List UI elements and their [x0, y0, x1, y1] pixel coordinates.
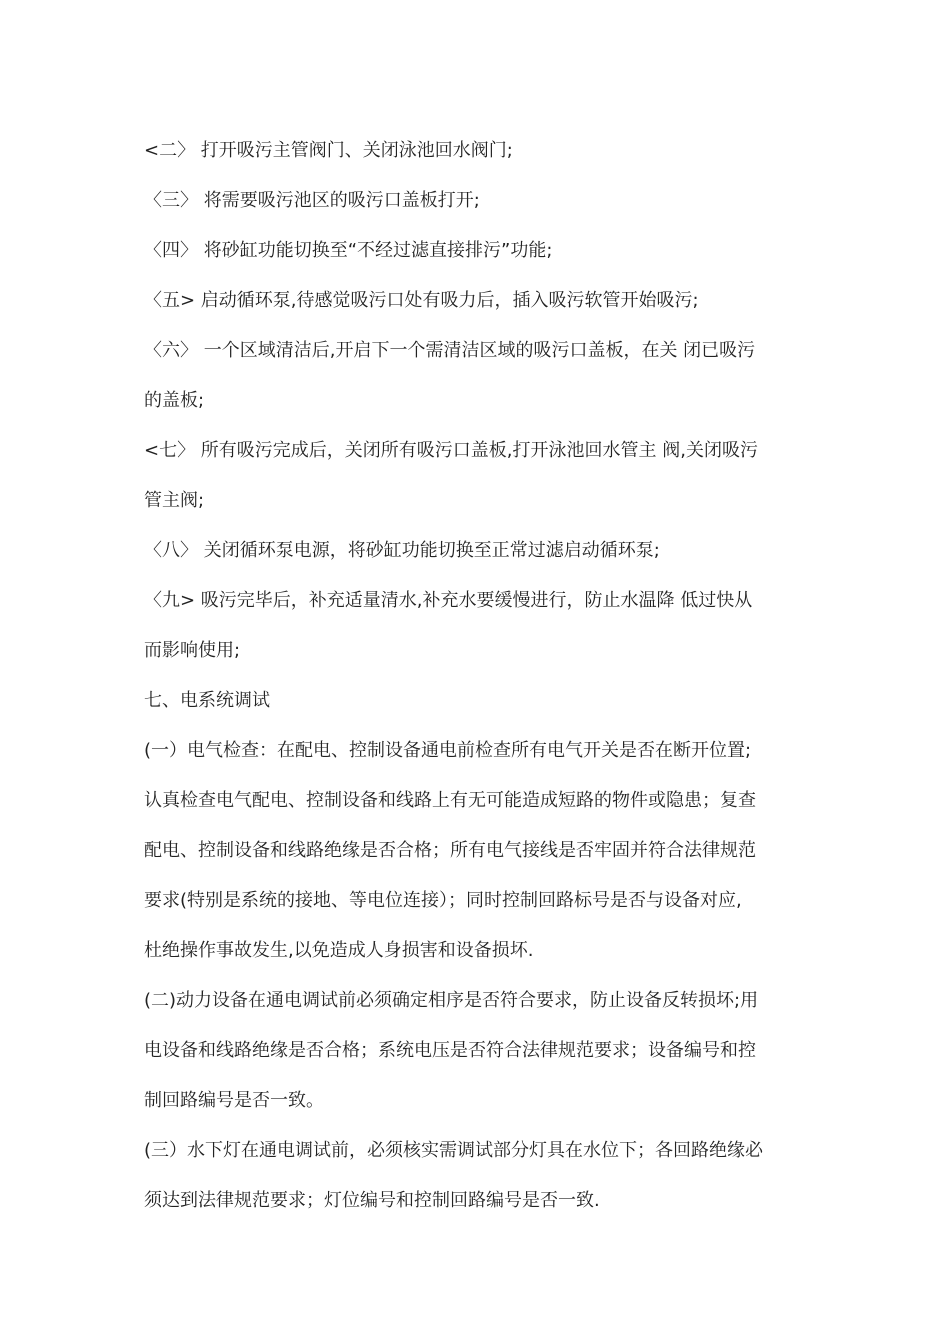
document-body: [144, 126, 824, 1226]
section-heading: 七、电系统调试: [144, 690, 270, 711]
step-7-line: <七〉 所有吸污完成后，关闭所有吸污口盖板,打开泳池回水管主 阀,关闭吸污: [144, 440, 758, 461]
step-9-line-continued: 而影响使用;: [144, 640, 241, 661]
step-5-line: 〈五> 启动循环泵,待感觉吸污口处有吸力后，插入吸污软管开始吸污;: [144, 290, 699, 311]
step-7-line-continued: 管主阀;: [144, 490, 205, 511]
item-2-line-2: 电设备和线路绝缘是否合格；系统电压是否符合法律规范要求；设备编号和控: [144, 1040, 756, 1061]
step-3-line: 〈三〉 将需要吸污池区的吸污口盖板打开;: [144, 190, 480, 211]
item-3-line: (三）水下灯在通电调试前，必须核实需调试部分灯具在水位下；各回路绝缘必: [144, 1140, 764, 1161]
step-6-line-continued: 的盖板;: [144, 390, 205, 411]
item-2-line-3: 制回路编号是否一致。: [144, 1090, 324, 1111]
step-4-line: 〈四〉 将砂缸功能切换至“不经过滤直接排污”功能;: [144, 240, 553, 261]
step-6-line: 〈六〉 一个区域清洁后,开启下一个需清洁区域的吸污口盖板，在关 闭已吸污: [144, 340, 756, 361]
item-1-line-4: 要求(特别是系统的接地、等电位连接）；同时控制回路标号是否与设备对应,: [144, 890, 742, 911]
step-8-line: 〈八〉 关闭循环泵电源，将砂缸功能切换至正常过滤启动循环泵;: [144, 540, 660, 561]
item-1-line: (一）电气检查：在配电、控制设备通电前检查所有电气开关是否在断开位置;: [144, 740, 752, 761]
item-3-line-2: 须达到法律规范要求；灯位编号和控制回路编号是否一致.: [144, 1190, 600, 1211]
item-2-line: (二)动力设备在通电调试前必须确定相序是否符合要求，防止设备反转损坏;用: [144, 990, 759, 1011]
step-9-line: 〈九> 吸污完毕后，补充适量清水,补充水要缓慢进行，防止水温降 低过快从: [144, 590, 753, 611]
item-1-line-2: 认真检查电气配电、控制设备和线路上有无可能造成短路的物件或隐患；复查: [144, 790, 756, 811]
item-1-line-3: 配电、控制设备和线路绝缘是否合格；所有电气接线是否牢固并符合法律规范: [144, 840, 756, 861]
item-1-line-5: 杜绝操作事故发生,以免造成人身损害和设备损坏.: [144, 940, 534, 961]
step-2-line: <二〉 打开吸污主管阀门、关闭泳池回水阀门;: [144, 140, 513, 161]
